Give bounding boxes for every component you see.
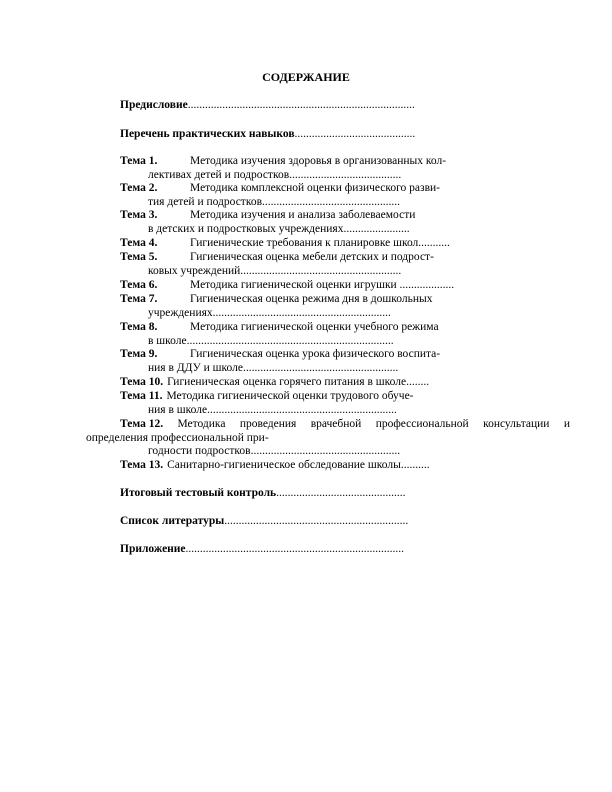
toc-entry-preface[interactable] bbox=[120, 99, 460, 113]
toc-entry-final-test[interactable] bbox=[120, 487, 460, 501]
topic-number: Тема 13. bbox=[120, 459, 164, 471]
topic-title-word: проведения bbox=[239, 418, 297, 430]
topic-title-cont: в детских и подростковых учреждениях....................... bbox=[148, 222, 410, 235]
toc-leader: ............................................................................ bbox=[185, 543, 405, 555]
toc-entry-topic-6[interactable] bbox=[120, 279, 454, 293]
topic-title-cont: ковых учреждений........................................................ bbox=[148, 264, 402, 277]
toc-entry-topic-4[interactable] bbox=[120, 237, 450, 251]
topic-title-cont: определения профессиональной при- bbox=[86, 431, 269, 444]
toc-label: Предисловие bbox=[120, 99, 188, 111]
toc-entry-topic-11[interactable] bbox=[120, 390, 414, 417]
topic-title: Методика гигиенической оценки игрушки ................... bbox=[190, 279, 455, 291]
toc-label: Итоговый тестовый контроль bbox=[120, 487, 277, 499]
topic-title-word: Методика bbox=[177, 418, 226, 430]
toc-leader: ............................................. bbox=[276, 487, 406, 499]
topic-number: Тема 2. bbox=[120, 182, 158, 194]
topic-number: Тема 1. bbox=[120, 155, 158, 167]
topic-title: Гигиенические требования к планировке школ........... bbox=[190, 237, 450, 249]
topic-title-cont: ния в ДДУ и школе...................................................... bbox=[148, 361, 399, 374]
toc-label: Список литературы bbox=[120, 515, 225, 527]
topic-number: Тема 12. bbox=[120, 418, 164, 430]
toc-entry-topic-5[interactable] bbox=[120, 251, 434, 278]
toc-entry-topic-12[interactable] bbox=[86, 418, 570, 459]
toc-entry-topic-10[interactable] bbox=[120, 376, 429, 390]
topic-title-word: и bbox=[563, 418, 570, 430]
toc-entry-skills[interactable] bbox=[120, 128, 460, 142]
topic-number: Тема 10. bbox=[120, 376, 164, 388]
topic-title: Санитарно-гигиеническое обследование школы.......... bbox=[167, 459, 430, 471]
toc-leader: ................................................................ bbox=[224, 515, 409, 527]
toc-entry-topic-2[interactable] bbox=[120, 182, 440, 209]
toc-entry-topic-9[interactable] bbox=[120, 348, 440, 375]
topic-title: Методика комплексной оценки физического разви- bbox=[190, 182, 440, 194]
topic-title-cont: в школе........................................................................ bbox=[148, 334, 394, 347]
topic-number: Тема 5. bbox=[120, 251, 158, 263]
topic-number: Тема 7. bbox=[120, 293, 158, 305]
topic-number: Тема 8. bbox=[120, 321, 158, 333]
topic-title-cont: лективах детей и подростков....................................... bbox=[148, 168, 402, 181]
toc-leader: ............................................................................... bbox=[187, 99, 415, 111]
topic-number: Тема 6. bbox=[120, 279, 158, 291]
topic-title: Методика гигиенической оценки трудового обуче- bbox=[166, 390, 414, 402]
toc-label: Приложение bbox=[120, 543, 186, 555]
topic-number: Тема 4. bbox=[120, 237, 158, 249]
topic-title: Гигиеническая оценка урока физического воспита- bbox=[190, 348, 441, 360]
topic-number: Тема 11. bbox=[120, 390, 163, 402]
toc-entry-appendix[interactable] bbox=[120, 543, 460, 557]
topic-title: Гигиеническая оценка горячего питания в школе........ bbox=[167, 376, 430, 388]
toc-entry-topic-8[interactable] bbox=[120, 321, 439, 348]
toc-entry-topic-7[interactable] bbox=[120, 293, 432, 320]
topic-title: Методика изучения здоровья в организованных кол- bbox=[190, 155, 447, 167]
topic-title: Методика гигиенической оценки учебного режима bbox=[190, 321, 439, 333]
topic-title: Гигиеническая оценка мебели детских и подрост- bbox=[190, 251, 434, 263]
topic-title-cont: учреждениях.............................................................. bbox=[148, 306, 391, 319]
toc-leader: .......................................... bbox=[294, 128, 416, 140]
topic-title: Методика изучения и анализа заболеваемости bbox=[190, 209, 416, 221]
topic-title-word: врачебной bbox=[310, 418, 362, 430]
topic-number: Тема 3. bbox=[120, 209, 158, 221]
topic-title-word: профессиональной bbox=[375, 418, 469, 430]
toc-label: Перечень практических навыков bbox=[120, 128, 295, 140]
page-title: СОДЕРЖАНИЕ bbox=[262, 70, 350, 84]
toc-entry-references[interactable] bbox=[120, 515, 460, 529]
toc-entry-topic-1[interactable] bbox=[120, 155, 446, 182]
topic-number: Тема 9. bbox=[120, 348, 158, 360]
toc-entry-topic-3[interactable] bbox=[120, 209, 415, 236]
topic-title-cont: тия детей и подростков................................................ bbox=[148, 195, 401, 208]
toc-entry-topic-13[interactable] bbox=[120, 459, 430, 473]
topic-title-cont: годности подростков.................................................... bbox=[148, 445, 401, 457]
topic-title: Гигиеническая оценка режима дня в дошкольных bbox=[190, 293, 433, 305]
topic-title-cont: ния в школе.................................................................. bbox=[148, 403, 397, 416]
topic-title-word: консультации bbox=[483, 418, 550, 430]
